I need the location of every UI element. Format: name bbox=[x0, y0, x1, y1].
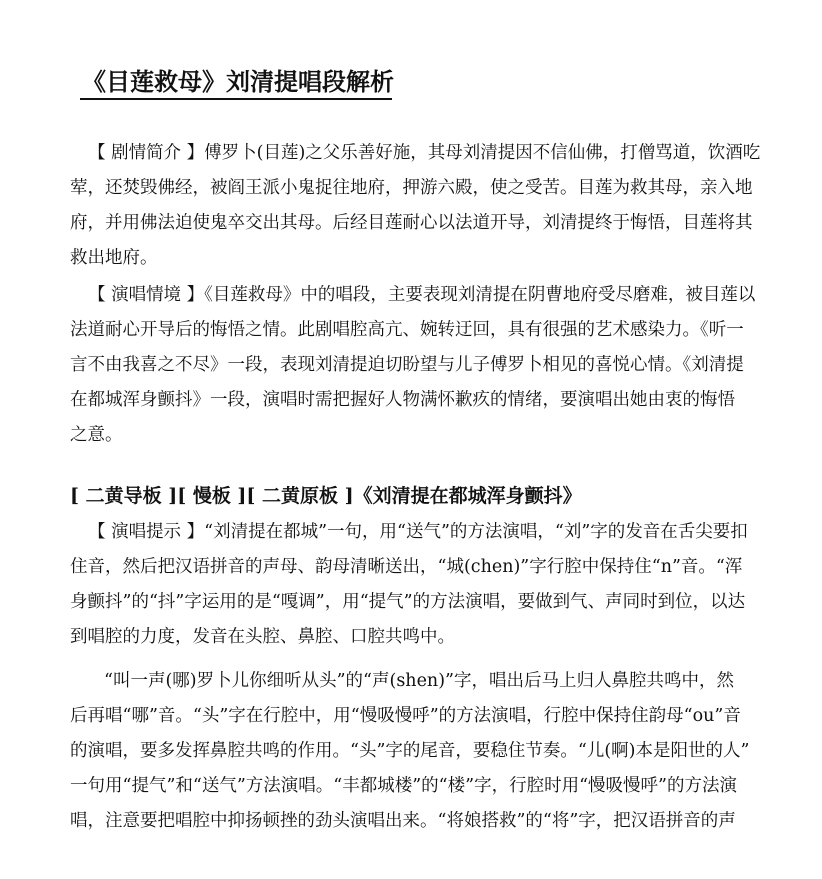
text-line: 荤，还焚毁佛经，被阎王派小鬼捉往地府，押游六殿，使之受苦。目莲为救其母，亲入地 bbox=[70, 178, 753, 198]
text-line: 后再唱“哪”音。“头”字在行腔中，用“慢吸慢呼”的方法演唱，行腔中保持住韵母“ou”音 bbox=[70, 706, 741, 726]
text-line: 住音，然后把汉语拼音的声母、韵母清晰送出，“城(chen)”字行腔中保持住“n”音。“浑 bbox=[70, 557, 743, 577]
text-line: 一句用“提气”和“送气”方法演唱。“丰都城楼”的“楼”字，行腔时用“慢吸慢呼”的方法演 bbox=[70, 776, 737, 796]
text-line: 【 剧情简介 】傅罗卜(目莲)之父乐善好施，其母刘清提因不信仙佛，打僧骂道，饮酒吃 bbox=[88, 143, 761, 163]
text-line: 【 演唱提示 】“刘清提在都城”一句，用“送气”的方法演唱，“刘”字的发音在舌尖要扣 bbox=[88, 522, 748, 542]
text-line: 之意。 bbox=[70, 425, 123, 445]
text-line: 【 演唱情境 】《目莲救母》中的唱段，主要表现刘清提在阴曹地府受尽磨难，被目莲以 bbox=[88, 285, 756, 305]
text-line: 唱，注意要把唱腔中抑扬顿挫的劲头演唱出来。“将娘搭救”的“将”字，把汉语拼音的声 bbox=[70, 811, 736, 831]
title-underline bbox=[80, 98, 392, 100]
text-line: 到唱腔的力度，发音在头腔、鼻腔、口腔共鸣中。 bbox=[70, 627, 455, 647]
text-line: 身颤抖”的“抖”字运用的是“嘎调”，用“提气”的方法演唱，要做到气、声同时到位，以达 bbox=[70, 592, 746, 612]
section-heading: [ 二黄导板 ][ 慢板 ][ 二黄原板 ]《刘清提在都城浑身颤抖》 bbox=[70, 485, 582, 507]
text-line: 在都城浑身颤抖》一段，演唱时需把握好人物满怀歉疚的情绪，要演唱出她由衷的悔悟 bbox=[70, 390, 735, 410]
text-line: “叫一声(哪)罗卜儿你细听从头”的“声(shen)”字，唱出后马上归人鼻腔共鸣中，然 bbox=[104, 671, 734, 691]
text-line: 言不由我喜之不尽》一段，表现刘清提迫切盼望与儿子傅罗卜相见的喜悦心情。《刘清提 bbox=[70, 355, 744, 375]
page-title: 《目莲救母》刘清提唱段解析 bbox=[82, 67, 394, 96]
text-line: 的演唱，要多发挥鼻腔共鸣的作用。“头”字的尾音，要稳住节奏。“儿(啊)本是阳世的人” bbox=[70, 741, 750, 761]
text-line: 救出地府。 bbox=[70, 248, 158, 268]
text-line: 法道耐心开导后的悔悟之情。此剧唱腔高亢、婉转迂回，具有很强的艺术感染力。《听一 bbox=[70, 320, 744, 340]
text-line: 府，并用佛法迫使鬼卒交出其母。后经目莲耐心以法道开导，刘清提终于悔悟，目莲将其 bbox=[70, 213, 753, 233]
